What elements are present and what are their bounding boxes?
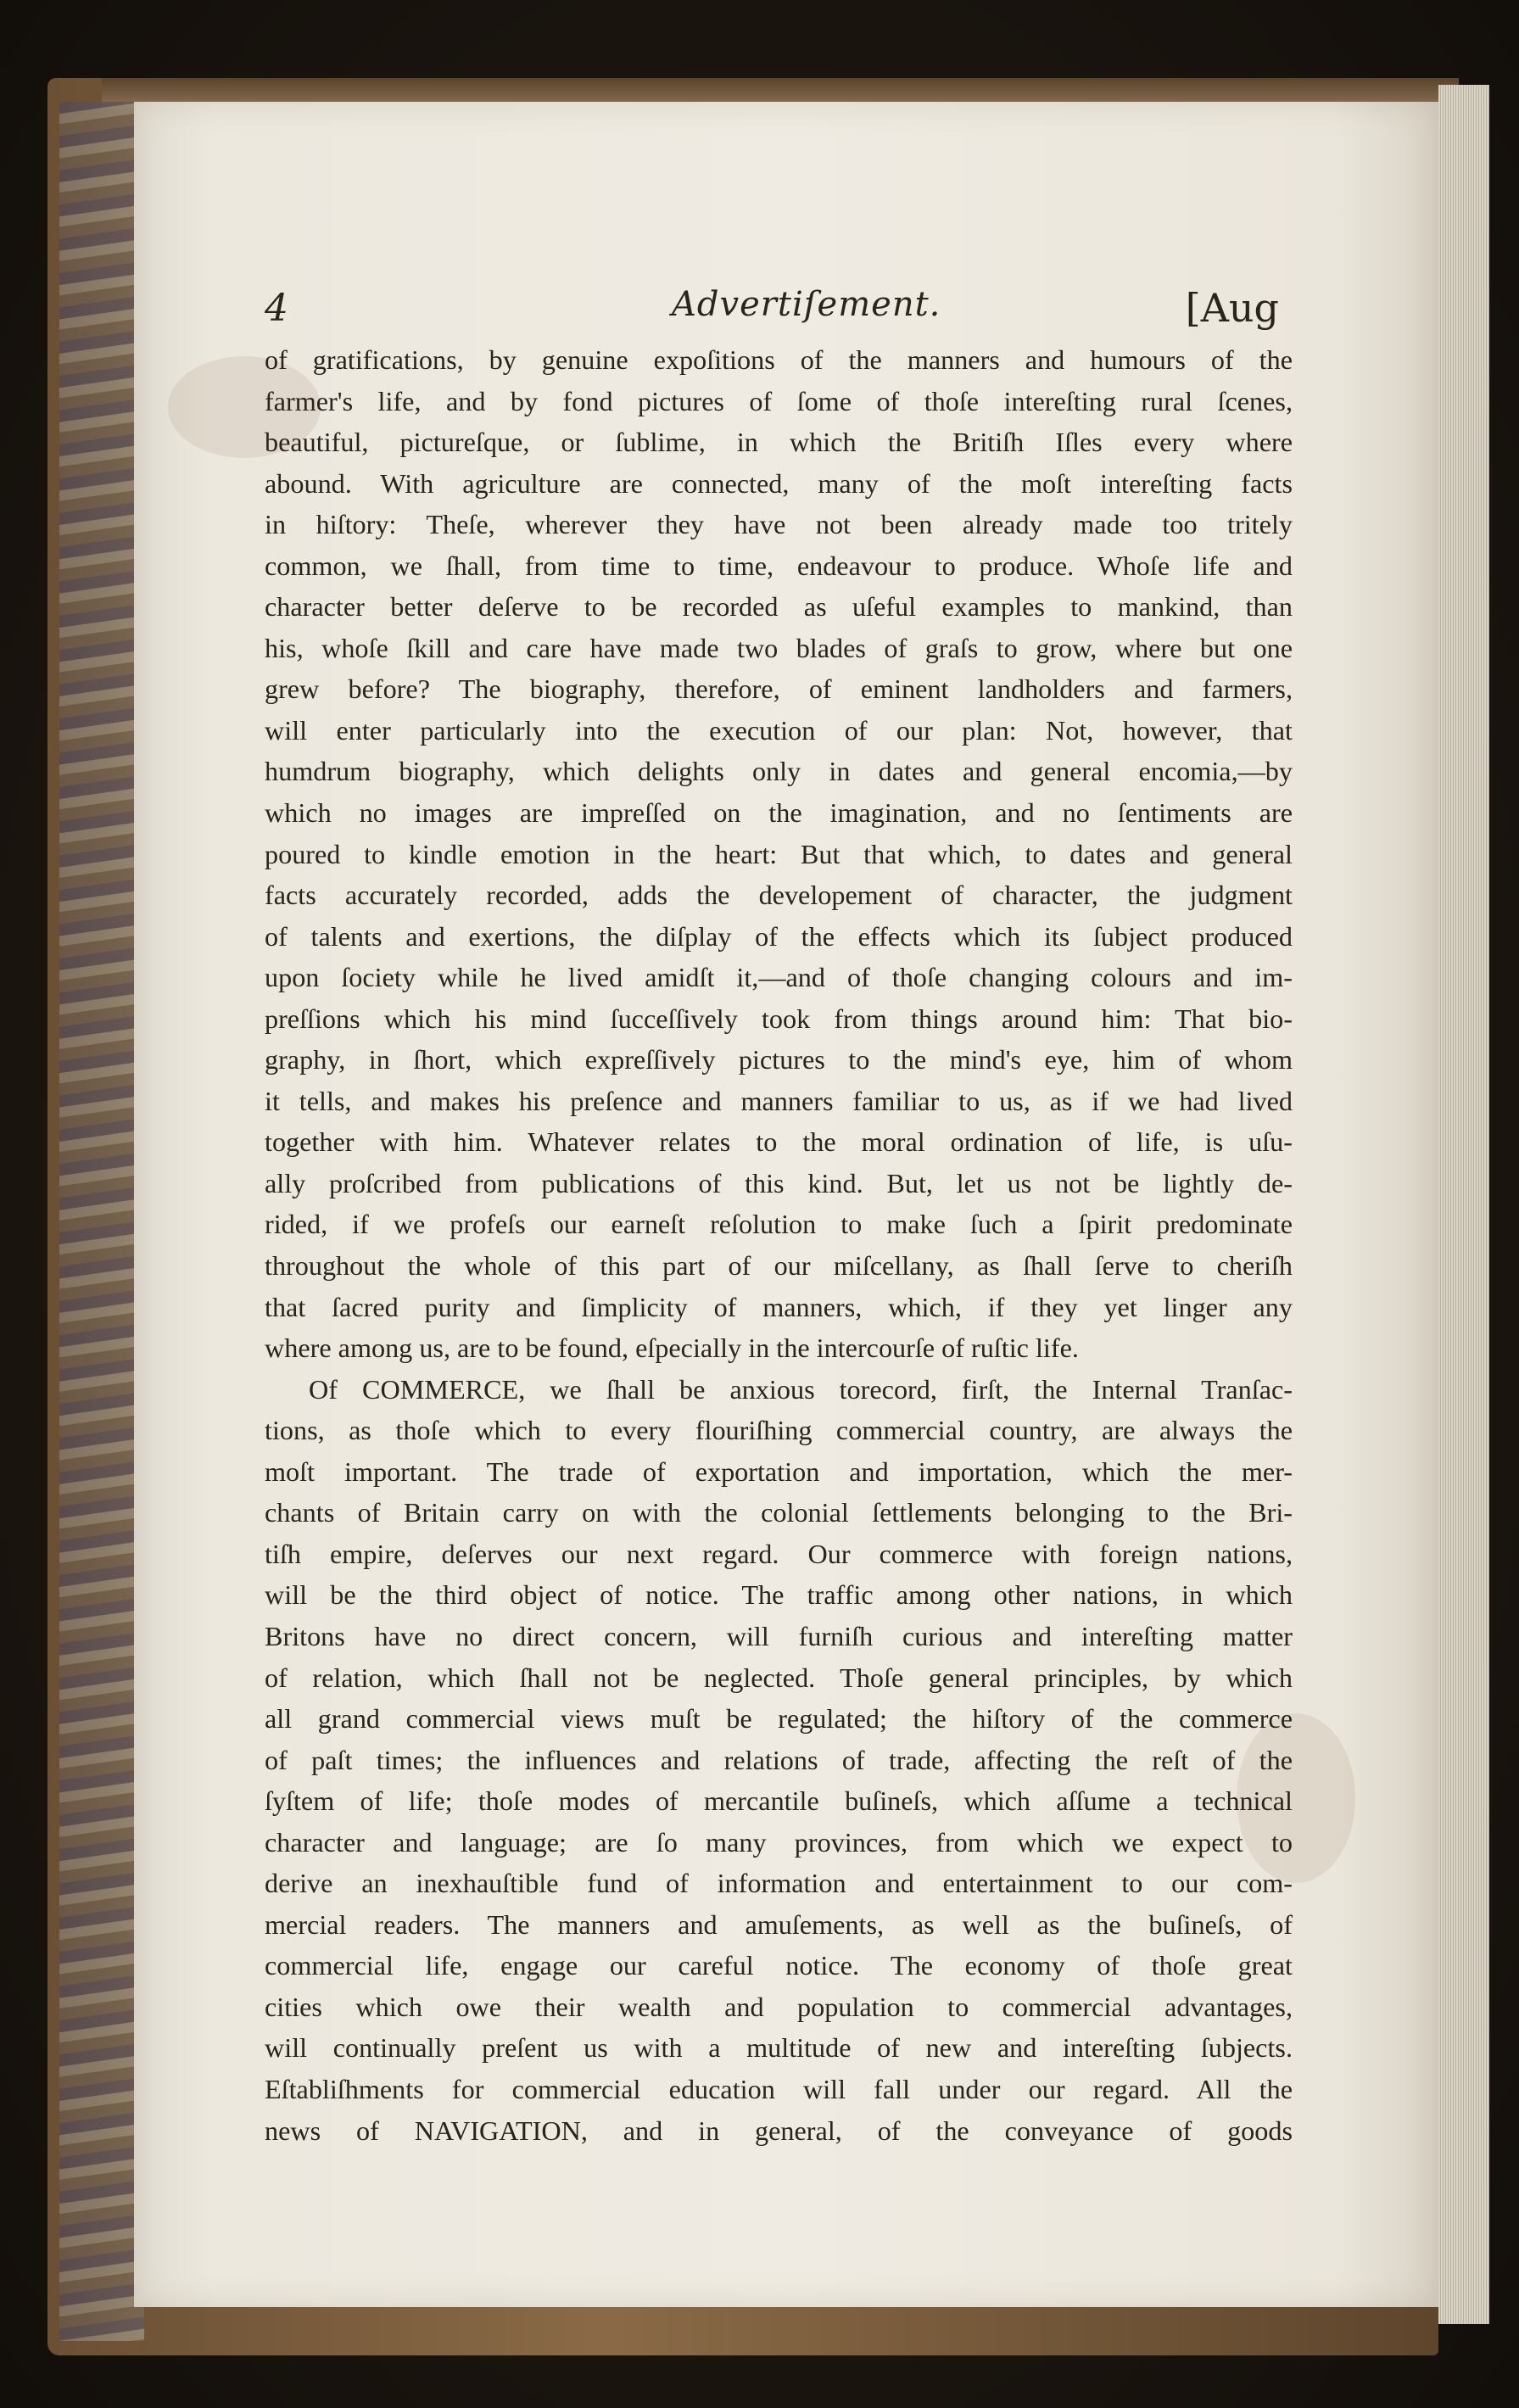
text-line: Of COMMERCE, we ſhall be anxious torecord, firſt, the Internal Tranſac- (309, 1373, 1293, 1405)
text-line: facts accurately recorded, adds the developement of character, the judgment (265, 880, 1293, 911)
text-line: poured to kindle emotion in the heart: But that which, to dates and general (265, 838, 1293, 869)
text-line: Britons have no direct concern, will furniſh curious and intereſting matter (265, 1620, 1293, 1651)
text-line: upon ſociety while he lived amidſt it,—and of thoſe changing colours and im- (265, 962, 1293, 993)
text-line: humdrum biography, which delights only in dates and general encomia,—by (265, 756, 1293, 787)
page-fore-edge (1438, 85, 1489, 2324)
marbled-endpaper (59, 102, 144, 2341)
text-line: character better deſerve to be recorded as uſeful examples to mankind, than (265, 591, 1293, 623)
text-line: all grand commercial views muſt be regulated; the hiſtory of the commerce (265, 1703, 1293, 1735)
text-line: tiſh empire, deſerves our next regard. Our commerce with foreign nations, (265, 1538, 1293, 1569)
text-line: it tells, and makes his preſence and manners familiar to us, as if we had lived (265, 1085, 1293, 1116)
text-line: of relation, which ſhall not be neglected. Thoſe general principles, by which (265, 1662, 1293, 1693)
text-line: commercial life, engage our careful notice. The economy of thoſe great (265, 1950, 1293, 1981)
text-line: together with him. Whatever relates to the moral ordination of life, is uſu- (265, 1126, 1293, 1158)
text-line: farmer's life, and by fond pictures of ſome of thoſe intereſting rural ſcenes, (265, 385, 1293, 416)
text-line: news of NAVIGATION, and in general, of the conveyance of goods (265, 2115, 1293, 2146)
text-line: preſſions which his mind ſucceſſively took from things around him: That bio- (265, 1003, 1293, 1034)
text-line: tions, as thoſe which to every flouriſhing commercial country, are always the (265, 1415, 1293, 1446)
text-line: will enter particularly into the execution of our plan: Not, however, that (265, 714, 1293, 746)
running-title: Advertiſement. (672, 285, 941, 324)
running-date: [Aug (1185, 285, 1279, 331)
text-line: graphy, in ſhort, which expreſſively pictures to the mind's eye, him of whom (265, 1044, 1293, 1075)
text-line: rided, if we profeſs our earneſt reſolution to make ſuch a ſpirit predominate (265, 1209, 1293, 1240)
text-line: Eſtabliſhments for commercial education will fall under our regard. All the (265, 2073, 1293, 2104)
text-line: of gratifications, by genuine expoſitions of the manners and humours of the (265, 344, 1293, 375)
text-line: of paſt times; the influences and relations of trade, affecting the reſt of the (265, 1744, 1293, 1775)
text-line: throughout the whole of this part of our miſcellany, as ſhall ſerve to cheriſh (265, 1250, 1293, 1282)
text-line: ally proſcribed from publications of this kind. But, let us not be lightly de- (265, 1167, 1293, 1198)
text-line: which no images are impreſſed on the imagination, and no ſentiments are (265, 797, 1293, 829)
text-line: of talents and exertions, the diſplay of the effects which its ſubject produced (265, 920, 1293, 952)
body-text (265, 339, 1293, 2151)
running-head (265, 283, 1279, 339)
text-line: his, whoſe ſkill and care have made two blades of graſs to grow, where but one (265, 632, 1293, 663)
text-line: common, we ſhall, from time to time, endeavour to produce. Whoſe life and (265, 550, 1293, 581)
text-line: mercial readers. The manners and amuſements, as well as the buſineſs, of (265, 1908, 1293, 1940)
text-line: will continually preſent us with a multitude of new and intereſting ſubjects. (265, 2032, 1293, 2064)
text-line: in hiſtory: Theſe, wherever they have not been already made too tritely (265, 509, 1293, 540)
text-line: character and language; are ſo many provinces, from which we expect to (265, 1826, 1293, 1858)
text-line: will be the third object of notice. The traffic among other nations, in which (265, 1579, 1293, 1611)
text-line: beautiful, pictureſque, or ſublime, in which the Britiſh Iſles every where (265, 427, 1293, 458)
text-line: abound. With agriculture are connected, many of the moſt intereſting facts (265, 467, 1293, 499)
text-line: chants of Britain carry on with the colonial ſettlements belonging to the Bri- (265, 1497, 1293, 1528)
page-number: 4 (265, 287, 288, 330)
text-line: moſt important. The trade of exportation and importation, which the mer- (265, 1455, 1293, 1487)
text-line: that ſacred purity and ſimplicity of manners, which, if they yet linger any (265, 1291, 1293, 1322)
text-line: where among us, are to be found, eſpecially in the intercourſe of ruſtic life. (265, 1333, 1079, 1364)
text-line: grew before? The biography, therefore, of eminent landholders and farmers, (265, 673, 1293, 705)
text-line: cities which owe their wealth and population to commercial advantages, (265, 1991, 1293, 2022)
text-line: ſyſtem of life; thoſe modes of mercantile buſineſs, which aſſume a technical (265, 1785, 1293, 1817)
text-line: derive an inexhauſtible fund of information and entertainment to our com- (265, 1868, 1293, 1899)
